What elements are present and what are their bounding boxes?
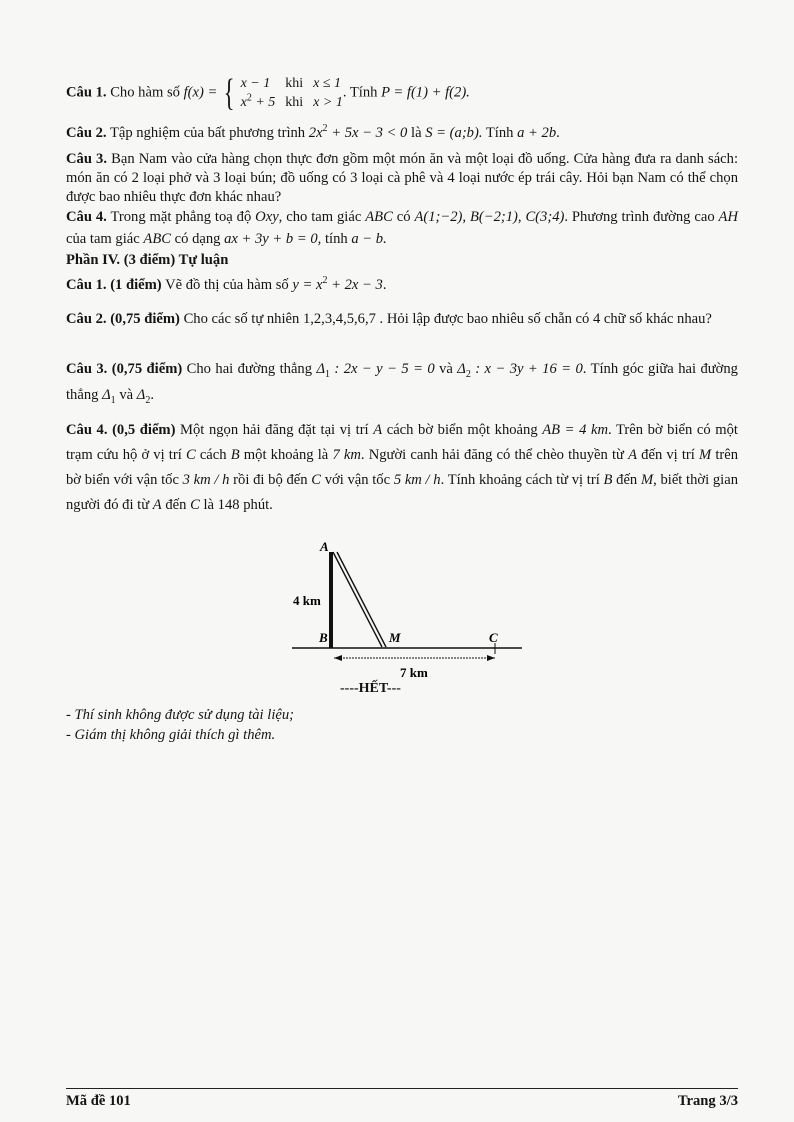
label-7km: 7 km (400, 665, 428, 680)
arrow-right-icon (487, 655, 495, 661)
section-title: Phần IV. (3 điểm) Tự luận (66, 252, 229, 268)
label-c: C (489, 630, 498, 645)
label-a: A (320, 539, 329, 554)
notes (66, 705, 738, 745)
exam-code: Mã đề 101 (66, 1093, 131, 1109)
question-4: Câu 4. Trong mặt phẳng toạ độ Oxy, cho tam giác ABC có A(1;−2), B(−2;1), C(3;4). Phương trình đường cao AH của tam giác ABC có dạng ax + 3y + b = 0, tính a − b. (66, 209, 739, 247)
question-3: Câu 3. Bạn Nam vào cửa hàng chọn thực đơn gồm một món ăn và một loại đồ uống. Cửa hàng đưa ra danh sách: món ăn có 2 loại phở và 3 loại bún; đồ uống có 3 loại cà phê và 4 loại nước ép trái cây. Hỏi bạn Nam có thể chọn được bao nhiêu thực đơn khác nhau? (66, 151, 739, 205)
page-footer (66, 1088, 738, 1109)
question-1: Câu 1. Cho hàm số f(x) = { x − 1 khi x ≤ 1 $x^2 + 5$ khi x > 1 . Tính P = f(1) + f(2). (66, 72, 470, 114)
segment-am (333, 552, 382, 647)
piecewise-function: { x − 1 khi x ≤ 1 $x^2 + 5$ khi x > 1 (223, 72, 343, 114)
question-2: Câu 2. Tập nghiệm của bất phương trình $2x^2 + 5x - 3 < 0$ là S = (a;b). Tính a + 2b. (66, 123, 560, 141)
end-mark: ----HẾT--- (340, 681, 401, 696)
question-label: Câu 1. (66, 84, 107, 101)
essay-question-3: Câu 3. (0,75 điểm) Cho hai đường thẳng $\Delta_1$ : 2x − y − 5 = 0 và $\Delta_2$ : x − 3y + 16 = 0. Tính góc giữa hai đường thẳng $\Delta_1$ và $\Delta_2$. (66, 361, 738, 406)
triangle-figure (288, 530, 528, 690)
label-b: B (319, 630, 328, 645)
essay-question-2: Câu 2. (0,75 điểm) Cho các số tự nhiên 1,2,3,4,5,6,7 . Hỏi lập được bao nhiêu số chẵn có 4 chữ số khác nhau? (66, 311, 712, 327)
note-line: - Giám thị không giải thích gì thêm. (66, 727, 276, 743)
essay-question-4: Câu 4. (0,5 điểm) Một ngọn hải đăng đặt tại vị trí A cách bờ biển một khoảng AB = 4 km. Trên bờ biển có một trạm cứu hộ ở vị trí C cách B một khoảng là 7 km. Người canh hải đăng có thể chèo thuyền từ A đến vị trí M trên bờ biển với vận tốc 3 km / h rồi đi bộ đến C với vận tốc 5 km / h. Tính khoảng cách từ vị trí B đến M, biết thời gian người đó đi từ A đến C là 148 phút. (66, 422, 739, 513)
label-4km: 4 km (293, 593, 321, 608)
page-number: Trang 3/3 (677, 1093, 738, 1109)
lighthouse-diagram (288, 530, 528, 690)
note-line: - Thí sinh không được sử dụng tài liệu; (66, 707, 295, 723)
essay-question-1: Câu 1. (1 điểm) Vẽ đồ thị của hàm số $y = x^2 + 2x - 3$. (66, 275, 387, 293)
arrow-left-icon (334, 655, 342, 661)
label-m: M (389, 630, 401, 645)
